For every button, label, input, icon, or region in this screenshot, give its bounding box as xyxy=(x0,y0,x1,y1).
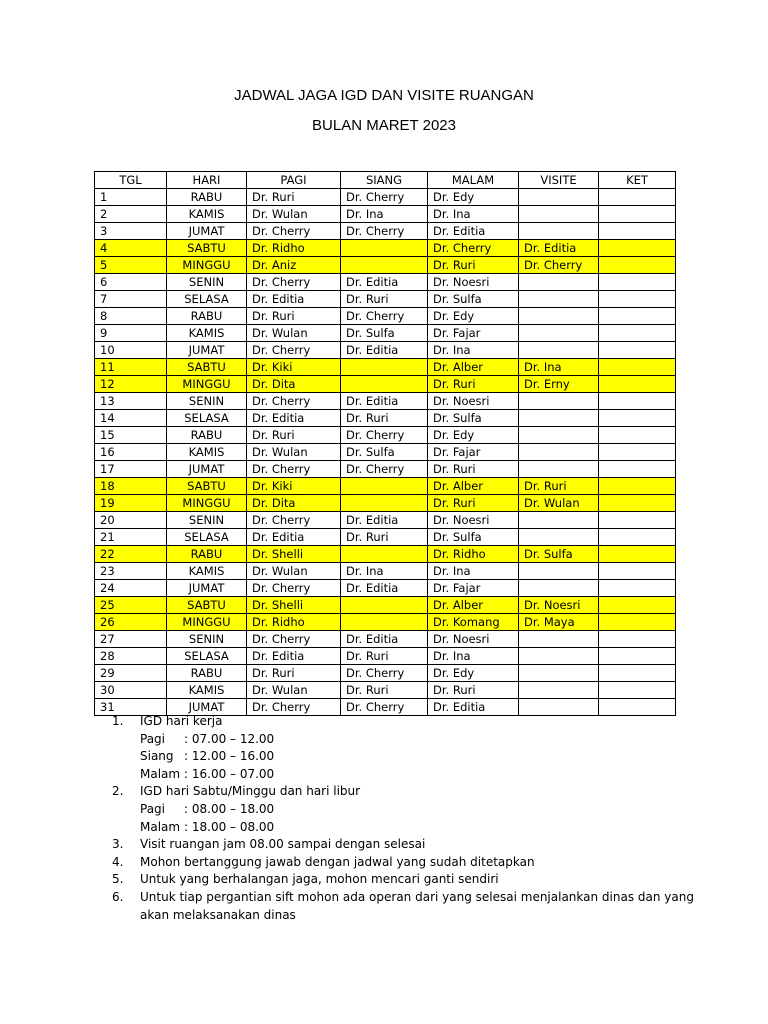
cell-tgl: 20 xyxy=(95,512,167,529)
cell-malam: Dr. Sulfa xyxy=(428,529,519,546)
cell-hari: MINGGU xyxy=(167,614,247,631)
note-item xyxy=(112,713,712,731)
cell-tgl: 25 xyxy=(95,597,167,614)
header-malam: MALAM xyxy=(428,172,519,189)
cell-siang: Dr. Editia xyxy=(341,393,428,410)
cell-visite xyxy=(519,342,599,359)
header-siang: SIANG xyxy=(341,172,428,189)
cell-siang xyxy=(341,240,428,257)
cell-ket xyxy=(599,597,676,614)
cell-pagi: Dr. Ridho xyxy=(247,240,341,257)
cell-hari: SELASA xyxy=(167,648,247,665)
cell-malam: Dr. Sulfa xyxy=(428,291,519,308)
cell-tgl: 8 xyxy=(95,308,167,325)
cell-tgl: 24 xyxy=(95,580,167,597)
cell-hari: SABTU xyxy=(167,597,247,614)
cell-hari: SENIN xyxy=(167,631,247,648)
cell-siang: Dr. Cherry xyxy=(341,189,428,206)
table-header-row xyxy=(95,172,676,189)
cell-hari: RABU xyxy=(167,427,247,444)
cell-hari: SENIN xyxy=(167,274,247,291)
shift-hours-item xyxy=(112,819,712,837)
cell-visite: Dr. Cherry xyxy=(519,257,599,274)
cell-visite xyxy=(519,665,599,682)
cell-visite xyxy=(519,461,599,478)
note-item xyxy=(112,854,712,872)
cell-malam: Dr. Edy xyxy=(428,189,519,206)
cell-ket xyxy=(599,444,676,461)
cell-siang xyxy=(341,376,428,393)
cell-tgl: 5 xyxy=(95,257,167,274)
header-pagi: PAGI xyxy=(247,172,341,189)
cell-ket xyxy=(599,478,676,495)
schedule-table xyxy=(94,171,676,716)
cell-visite: Dr. Erny xyxy=(519,376,599,393)
cell-hari: JUMAT xyxy=(167,699,247,716)
cell-ket xyxy=(599,580,676,597)
cell-siang: Dr. Editia xyxy=(341,512,428,529)
shift-hours-item xyxy=(112,748,712,766)
cell-hari: SABTU xyxy=(167,359,247,376)
cell-hari: SENIN xyxy=(167,512,247,529)
cell-pagi: Dr. Cherry xyxy=(247,274,341,291)
cell-visite xyxy=(519,308,599,325)
cell-hari: JUMAT xyxy=(167,461,247,478)
cell-malam: Dr. Edy xyxy=(428,308,519,325)
cell-tgl: 26 xyxy=(95,614,167,631)
header-visite: VISITE xyxy=(519,172,599,189)
cell-ket xyxy=(599,495,676,512)
cell-siang xyxy=(341,495,428,512)
cell-malam: Dr. Edy xyxy=(428,427,519,444)
cell-visite xyxy=(519,189,599,206)
note-item xyxy=(112,889,712,924)
cell-siang: Dr. Ruri xyxy=(341,410,428,427)
cell-hari: JUMAT xyxy=(167,342,247,359)
cell-hari: KAMIS xyxy=(167,563,247,580)
cell-visite xyxy=(519,648,599,665)
cell-visite xyxy=(519,393,599,410)
cell-malam: Dr. Ina xyxy=(428,342,519,359)
note-text: Visit ruangan jam 08.00 sampai dengan selesai xyxy=(140,837,426,852)
cell-hari: RABU xyxy=(167,546,247,563)
table-row xyxy=(95,410,676,427)
cell-ket xyxy=(599,529,676,546)
cell-siang: Dr. Ruri xyxy=(341,648,428,665)
cell-tgl: 2 xyxy=(95,206,167,223)
cell-visite xyxy=(519,291,599,308)
notes-list xyxy=(112,713,712,924)
shift-hours: : 18.00 – 08.00 xyxy=(184,819,275,834)
cell-tgl: 29 xyxy=(95,665,167,682)
shift-hours: : 07.00 – 12.00 xyxy=(184,731,275,746)
cell-ket xyxy=(599,427,676,444)
cell-pagi: Dr. Cherry xyxy=(247,393,341,410)
cell-ket xyxy=(599,291,676,308)
cell-hari: SELASA xyxy=(167,410,247,427)
cell-siang: Dr. Ruri xyxy=(341,529,428,546)
cell-hari: SELASA xyxy=(167,291,247,308)
table-row xyxy=(95,393,676,410)
cell-visite xyxy=(519,410,599,427)
table-row xyxy=(95,546,676,563)
shift-hours-item xyxy=(112,766,712,784)
cell-siang: Dr. Sulfa xyxy=(341,325,428,342)
cell-visite xyxy=(519,223,599,240)
cell-malam: Dr. Alber xyxy=(428,597,519,614)
cell-visite: Dr. Ina xyxy=(519,359,599,376)
cell-malam: Dr. Ina xyxy=(428,206,519,223)
cell-pagi: Dr. Editia xyxy=(247,529,341,546)
cell-hari: RABU xyxy=(167,665,247,682)
cell-pagi: Dr. Cherry xyxy=(247,699,341,716)
cell-ket xyxy=(599,257,676,274)
cell-tgl: 6 xyxy=(95,274,167,291)
cell-siang: Dr. Cherry xyxy=(341,223,428,240)
cell-tgl: 12 xyxy=(95,376,167,393)
header-tgl: TGL xyxy=(95,172,167,189)
shift-hours: : 16.00 – 07.00 xyxy=(184,766,275,781)
cell-siang xyxy=(341,546,428,563)
cell-tgl: 30 xyxy=(95,682,167,699)
note-item xyxy=(112,783,712,801)
cell-siang: Dr. Editia xyxy=(341,631,428,648)
cell-siang: Dr. Cherry xyxy=(341,461,428,478)
shift-label: Pagi xyxy=(140,731,166,746)
cell-ket xyxy=(599,546,676,563)
cell-visite xyxy=(519,325,599,342)
cell-siang: Dr. Cherry xyxy=(341,665,428,682)
cell-malam: Dr. Ruri xyxy=(428,376,519,393)
note-text: IGD hari Sabtu/Minggu dan hari libur xyxy=(140,784,361,799)
cell-siang xyxy=(341,257,428,274)
cell-malam: Dr. Noesri xyxy=(428,631,519,648)
table-row xyxy=(95,461,676,478)
cell-visite xyxy=(519,563,599,580)
cell-hari: KAMIS xyxy=(167,325,247,342)
cell-tgl: 28 xyxy=(95,648,167,665)
cell-malam: Dr. Ina xyxy=(428,563,519,580)
cell-pagi: Dr. Shelli xyxy=(247,546,341,563)
cell-malam: Dr. Ridho xyxy=(428,546,519,563)
cell-ket xyxy=(599,512,676,529)
cell-hari: RABU xyxy=(167,189,247,206)
cell-siang xyxy=(341,478,428,495)
cell-ket xyxy=(599,376,676,393)
cell-pagi: Dr. Cherry xyxy=(247,512,341,529)
cell-pagi: Dr. Dita xyxy=(247,495,341,512)
cell-pagi: Dr. Cherry xyxy=(247,223,341,240)
cell-visite xyxy=(519,444,599,461)
cell-hari: MINGGU xyxy=(167,376,247,393)
cell-pagi: Dr. Ruri xyxy=(247,308,341,325)
cell-visite: Dr. Ruri xyxy=(519,478,599,495)
cell-ket xyxy=(599,614,676,631)
cell-tgl: 27 xyxy=(95,631,167,648)
cell-hari: KAMIS xyxy=(167,444,247,461)
shift-label: Malam xyxy=(140,819,181,834)
cell-hari: SELASA xyxy=(167,529,247,546)
cell-tgl: 16 xyxy=(95,444,167,461)
table-row xyxy=(95,597,676,614)
table-row xyxy=(95,529,676,546)
cell-malam: Dr. Ruri xyxy=(428,495,519,512)
cell-siang: Dr. Sulfa xyxy=(341,444,428,461)
cell-tgl: 4 xyxy=(95,240,167,257)
cell-siang xyxy=(341,359,428,376)
cell-tgl: 7 xyxy=(95,291,167,308)
cell-pagi: Dr. Kiki xyxy=(247,478,341,495)
cell-malam: Dr. Sulfa xyxy=(428,410,519,427)
cell-ket xyxy=(599,189,676,206)
header-ket: KET xyxy=(599,172,676,189)
cell-malam: Dr. Edy xyxy=(428,665,519,682)
cell-ket xyxy=(599,223,676,240)
note-number: 2. xyxy=(112,784,124,799)
table-row xyxy=(95,291,676,308)
cell-visite xyxy=(519,274,599,291)
cell-hari: JUMAT xyxy=(167,223,247,240)
cell-siang: Dr. Editia xyxy=(341,580,428,597)
cell-hari: KAMIS xyxy=(167,206,247,223)
cell-siang: Dr. Ina xyxy=(341,206,428,223)
note-number: 3. xyxy=(112,837,124,852)
table-row xyxy=(95,189,676,206)
note-item xyxy=(112,871,712,889)
cell-siang xyxy=(341,614,428,631)
cell-tgl: 13 xyxy=(95,393,167,410)
cell-malam: Dr. Noesri xyxy=(428,393,519,410)
cell-malam: Dr. Alber xyxy=(428,478,519,495)
cell-tgl: 31 xyxy=(95,699,167,716)
table-row xyxy=(95,631,676,648)
cell-ket xyxy=(599,308,676,325)
cell-ket xyxy=(599,682,676,699)
cell-siang: Dr. Cherry xyxy=(341,308,428,325)
cell-pagi: Dr. Wulan xyxy=(247,206,341,223)
cell-ket xyxy=(599,359,676,376)
cell-malam: Dr. Noesri xyxy=(428,274,519,291)
note-number: 4. xyxy=(112,854,124,869)
cell-hari: MINGGU xyxy=(167,495,247,512)
table-row xyxy=(95,206,676,223)
cell-malam: Dr. Ina xyxy=(428,648,519,665)
note-number: 6. xyxy=(112,889,124,904)
cell-ket xyxy=(599,410,676,427)
table-row xyxy=(95,512,676,529)
cell-pagi: Dr. Kiki xyxy=(247,359,341,376)
cell-malam: Dr. Editia xyxy=(428,223,519,240)
shift-label: Malam xyxy=(140,766,181,781)
shift-label: Pagi xyxy=(140,801,166,816)
cell-pagi: Dr. Editia xyxy=(247,648,341,665)
shift-hours: : 08.00 – 18.00 xyxy=(184,801,275,816)
cell-ket xyxy=(599,393,676,410)
cell-siang: Dr. Cherry xyxy=(341,427,428,444)
table-row xyxy=(95,359,676,376)
cell-tgl: 22 xyxy=(95,546,167,563)
cell-malam: Dr. Fajar xyxy=(428,325,519,342)
cell-tgl: 9 xyxy=(95,325,167,342)
cell-tgl: 1 xyxy=(95,189,167,206)
cell-malam: Dr. Cherry xyxy=(428,240,519,257)
cell-pagi: Dr. Cherry xyxy=(247,461,341,478)
shift-hours-item xyxy=(112,731,712,749)
table-row xyxy=(95,580,676,597)
cell-malam: Dr. Ruri xyxy=(428,682,519,699)
shift-hours: : 12.00 – 16.00 xyxy=(184,749,275,764)
cell-hari: KAMIS xyxy=(167,682,247,699)
table-row xyxy=(95,257,676,274)
note-text: IGD hari kerja xyxy=(140,714,223,728)
cell-visite xyxy=(519,206,599,223)
table-row xyxy=(95,427,676,444)
cell-pagi: Dr. Editia xyxy=(247,291,341,308)
table-row xyxy=(95,495,676,512)
cell-tgl: 14 xyxy=(95,410,167,427)
cell-ket xyxy=(599,342,676,359)
cell-visite xyxy=(519,512,599,529)
cell-pagi: Dr. Dita xyxy=(247,376,341,393)
schedule-title: JADWAL JAGA IGD DAN VISITE RUANGAN xyxy=(234,87,534,104)
note-item xyxy=(112,836,712,854)
cell-ket xyxy=(599,631,676,648)
cell-siang: Dr. Editia xyxy=(341,274,428,291)
cell-hari: SABTU xyxy=(167,478,247,495)
cell-visite: Dr. Noesri xyxy=(519,597,599,614)
cell-malam: Dr. Komang xyxy=(428,614,519,631)
cell-ket xyxy=(599,206,676,223)
cell-visite: Dr. Editia xyxy=(519,240,599,257)
table-row xyxy=(95,223,676,240)
note-number: 1. xyxy=(112,714,124,728)
cell-visite: Dr. Wulan xyxy=(519,495,599,512)
cell-pagi: Dr. Ruri xyxy=(247,665,341,682)
cell-pagi: Dr. Ruri xyxy=(247,189,341,206)
cell-siang: Dr. Ruri xyxy=(341,291,428,308)
cell-malam: Dr. Editia xyxy=(428,699,519,716)
cell-visite: Dr. Maya xyxy=(519,614,599,631)
cell-malam: Dr. Fajar xyxy=(428,444,519,461)
cell-pagi: Dr. Cherry xyxy=(247,342,341,359)
cell-pagi: Dr. Cherry xyxy=(247,580,341,597)
cell-visite: Dr. Sulfa xyxy=(519,546,599,563)
table-row xyxy=(95,478,676,495)
schedule-rows xyxy=(95,189,676,716)
table-row xyxy=(95,614,676,631)
cell-tgl: 21 xyxy=(95,529,167,546)
schedule-subtitle: BULAN MARET 2023 xyxy=(312,117,456,134)
cell-ket xyxy=(599,274,676,291)
shift-hours-item xyxy=(112,801,712,819)
cell-pagi: Dr. Ridho xyxy=(247,614,341,631)
table-row xyxy=(95,274,676,291)
cell-malam: Dr. Ruri xyxy=(428,257,519,274)
cell-visite xyxy=(519,631,599,648)
cell-tgl: 11 xyxy=(95,359,167,376)
cell-malam: Dr. Noesri xyxy=(428,512,519,529)
cell-siang xyxy=(341,597,428,614)
cell-ket xyxy=(599,563,676,580)
cell-pagi: Dr. Aniz xyxy=(247,257,341,274)
cell-hari: SABTU xyxy=(167,240,247,257)
cell-visite xyxy=(519,427,599,444)
cell-ket xyxy=(599,240,676,257)
cell-tgl: 15 xyxy=(95,427,167,444)
table-row xyxy=(95,325,676,342)
cell-ket xyxy=(599,325,676,342)
note-text: Untuk yang berhalangan jaga, mohon mencari ganti sendiri xyxy=(140,872,499,887)
note-text: Mohon bertanggung jawab dengan jadwal yang sudah ditetapkan xyxy=(140,854,535,869)
cell-tgl: 23 xyxy=(95,563,167,580)
header-hari: HARI xyxy=(167,172,247,189)
table-row xyxy=(95,648,676,665)
cell-ket xyxy=(599,648,676,665)
cell-siang: Dr. Ina xyxy=(341,563,428,580)
cell-pagi: Dr. Ruri xyxy=(247,427,341,444)
cell-pagi: Dr. Cherry xyxy=(247,631,341,648)
cell-siang: Dr. Editia xyxy=(341,342,428,359)
shift-label: Siang xyxy=(140,749,174,764)
cell-tgl: 19 xyxy=(95,495,167,512)
cell-malam: Dr. Fajar xyxy=(428,580,519,597)
cell-tgl: 17 xyxy=(95,461,167,478)
cell-pagi: Dr. Wulan xyxy=(247,444,341,461)
table-row xyxy=(95,444,676,461)
table-row xyxy=(95,308,676,325)
cell-pagi: Dr. Wulan xyxy=(247,325,341,342)
table-row xyxy=(95,240,676,257)
cell-tgl: 10 xyxy=(95,342,167,359)
cell-pagi: Dr. Shelli xyxy=(247,597,341,614)
cell-hari: MINGGU xyxy=(167,257,247,274)
note-text: Untuk tiap pergantian sift mohon ada operan dari yang selesai menjalankan dinas dan yang akan melaksanakan dinas xyxy=(140,889,694,922)
cell-siang: Dr. Cherry xyxy=(341,699,428,716)
table-row xyxy=(95,563,676,580)
cell-pagi: Dr. Editia xyxy=(247,410,341,427)
cell-tgl: 18 xyxy=(95,478,167,495)
cell-visite xyxy=(519,529,599,546)
table-row xyxy=(95,682,676,699)
cell-tgl: 3 xyxy=(95,223,167,240)
cell-hari: JUMAT xyxy=(167,580,247,597)
cell-hari: SENIN xyxy=(167,393,247,410)
cell-hari: RABU xyxy=(167,308,247,325)
cell-visite xyxy=(519,682,599,699)
table-row xyxy=(95,376,676,393)
cell-visite xyxy=(519,580,599,597)
cell-pagi: Dr. Wulan xyxy=(247,563,341,580)
cell-ket xyxy=(599,461,676,478)
table-row xyxy=(95,342,676,359)
cell-malam: Dr. Ruri xyxy=(428,461,519,478)
note-number: 5. xyxy=(112,872,124,887)
cell-malam: Dr. Alber xyxy=(428,359,519,376)
cell-ket xyxy=(599,665,676,682)
cell-pagi: Dr. Wulan xyxy=(247,682,341,699)
table-row xyxy=(95,665,676,682)
cell-siang: Dr. Ruri xyxy=(341,682,428,699)
